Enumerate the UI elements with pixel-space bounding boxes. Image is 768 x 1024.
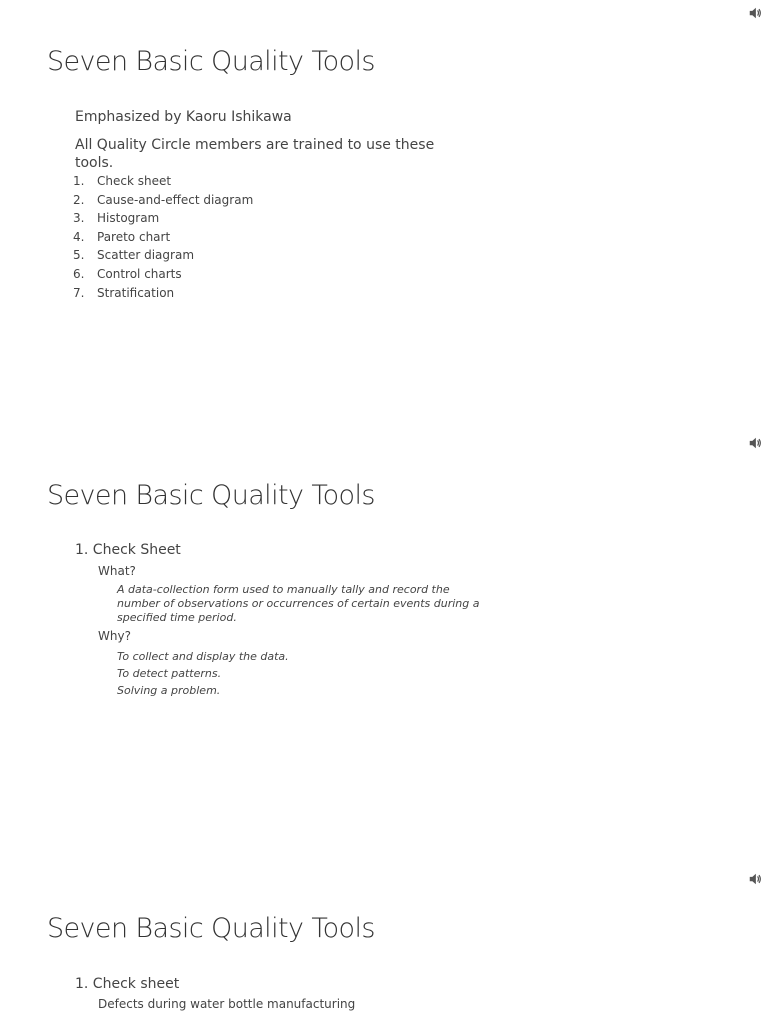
list-item: 1. Check sheet [73, 174, 172, 188]
slide-title: Seven Basic Quality Tools [47, 46, 375, 77]
list-item: 4. Pareto chart [73, 229, 171, 244]
section-heading: 1. Check sheet [75, 976, 180, 992]
list-item: 3. Histogram [73, 211, 160, 226]
list-item: To collect and display the data. [117, 650, 289, 663]
section-subheading: Defects during water bottle manufacturing [98, 997, 356, 1011]
list-item: Solving a problem. [117, 684, 221, 697]
slide-2 [0, 433, 768, 865]
speaker-icon[interactable] [748, 872, 762, 886]
section-heading: 1. Check Sheet [75, 542, 181, 558]
intro-text-2: All Quality Circle members are trained to use these tools. [75, 137, 435, 171]
why-label: Why? [98, 629, 131, 643]
slide-3 [0, 866, 768, 1024]
why-list [117, 648, 289, 699]
slide-title: Seven Basic Quality Tools [47, 913, 375, 944]
list-item: 6. Control charts [73, 266, 182, 281]
list-item: 2. Cause-and-effect diagram [73, 192, 254, 207]
slide-1 [0, 0, 768, 432]
tools-list [73, 174, 253, 304]
list-item: 5. Scatter diagram [73, 248, 195, 263]
what-label: What? [98, 564, 136, 578]
speaker-icon[interactable] [748, 6, 762, 20]
intro-text: Emphasized by Kaoru Ishikawa [75, 109, 292, 125]
list-item: 7. Stratification [73, 285, 175, 300]
slide-title: Seven Basic Quality Tools [47, 480, 375, 511]
what-definition: A data-collection form used to manually tally and record the number of observations or occurrences of certain events during a specified time period. [117, 583, 480, 624]
speaker-icon[interactable] [748, 436, 762, 450]
list-item: To detect patterns. [117, 667, 222, 680]
